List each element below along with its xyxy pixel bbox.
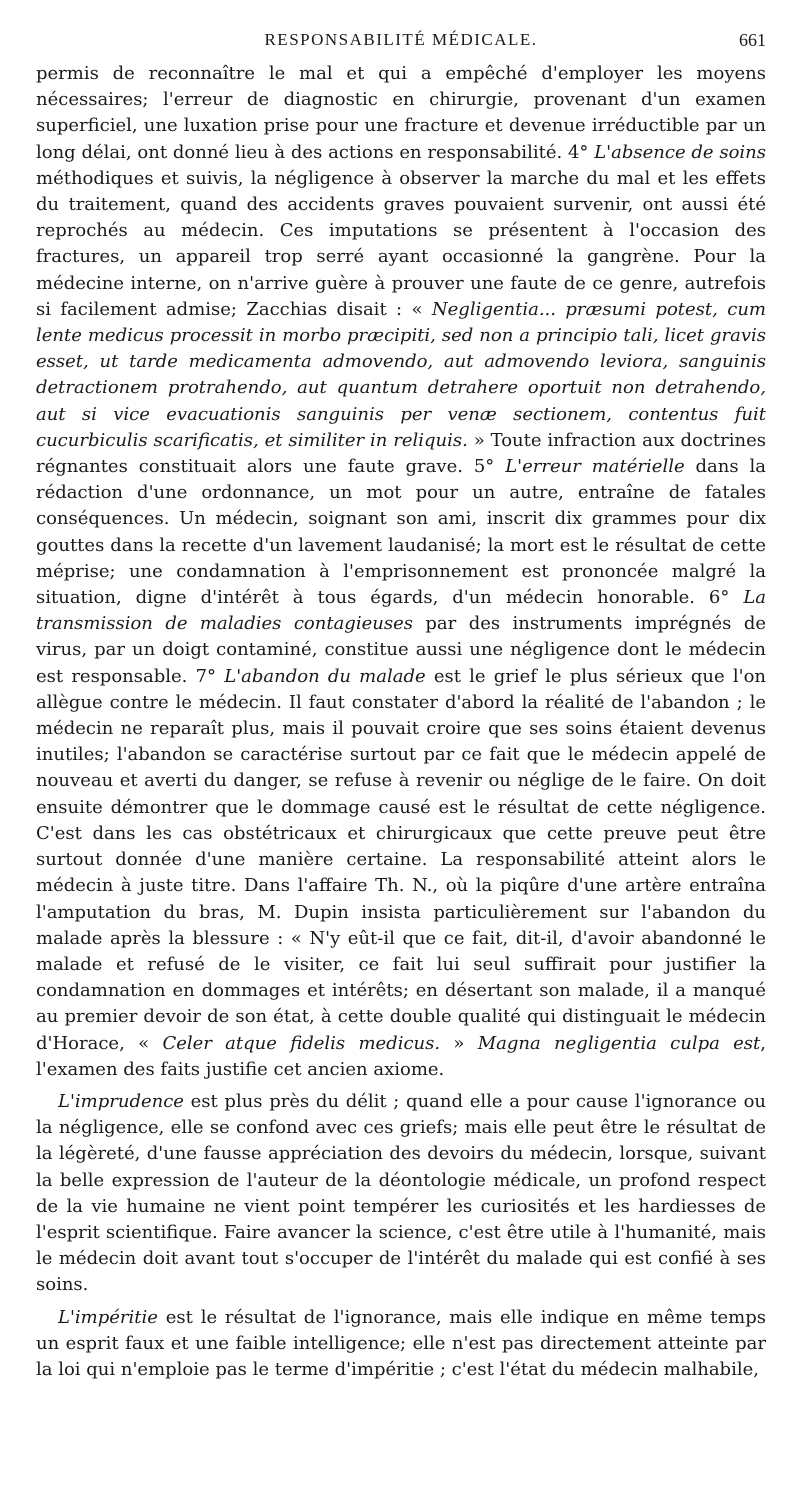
italic-segment: L'impéritie (58, 1306, 158, 1328)
italic-segment: Negligentia... præsumi potest, cum lente medicus processit in morbo præcipiti, sed non a principio tali, licet gravis esset, ut tarde medicamenta admovendo, aut admovendo leviora, sanguinis detractionem protrahendo, aut quantum detrahere oportuit non detrahendo, aut si vice evacuationis sanguinis per venæ sectionem, contentus fuit cucurbiculis scarificatis, et similiter in reliquis. (36, 298, 766, 451)
text-segment: , l'examen des faits justifie cet ancien axiome. (36, 1032, 766, 1080)
paragraph (36, 1089, 766, 1299)
italic-segment: Celer atque fidelis medicus. (162, 1032, 441, 1054)
text-segment: est le résultat de l'ignorance, mais elle indique en même temps un esprit faux et une faible intelligence; elle n'est pas directement atteinte par la loi qui n'emploie pas le terme d'impéritie ; c'est l'état du médecin malhabile, (36, 1306, 766, 1380)
page-header (36, 30, 766, 54)
italic-segment: Magna negligentia culpa est (477, 1032, 761, 1054)
paragraph (36, 1305, 766, 1384)
paragraph (36, 61, 766, 1083)
text-segment: » Toute infraction aux doctrines régnantes constituait alors une faute grave. 5° (36, 429, 766, 478)
text-segment: » (440, 1032, 478, 1054)
italic-segment: La transmission de maladies contagieuses (36, 587, 766, 635)
body-text (36, 61, 766, 1383)
italic-segment: L'erreur matérielle (505, 456, 685, 478)
running-title: RESPONSABILITÉ MÉDICALE. (264, 30, 538, 49)
text-segment: méthodiques et suivis, la négligence à observer la marche du mal et les effets du traitement, quand des accidents graves pouvaient survenir, ont aussi été reprochés au médecin. Ces imputations se présentent à l'occasion des fractures, un appareil trop serré ayant occasionné la gangrène. Pour la médecine interne, on n'arrive guère à prouver une faute de ce genre, autrefois si facilement admise; Zacchias disait : « (36, 167, 766, 320)
text-segment: permis de reconnaître le mal et qui a empêché d'employer les moyens nécessaires; l'erreur de diagnostic en chirurgie, provenant d'un examen superficiel, une luxation prise pour une fracture et devenue irréductible par un long délai, ont donné lieu à des actions en responsabilité. 4° (36, 63, 766, 163)
italic-segment: L'abandon du malade (224, 665, 426, 687)
italic-segment: L'absence de soins (594, 141, 766, 163)
text-segment: est plus près du délit ; quand elle a pour cause l'ignorance ou la négligence, elle se confond avec ces griefs; mais elle peut être le résultat de la légèreté, d'une fausse appréciation des devoirs du médecin, lorsque, suivant la belle expression de l'auteur de la déontologie médicale, un profond respect de la vie humaine ne vient point tempérer les curiosités et les hardiesses de l'esprit scientifique. Faire avancer la science, c'est être utile à l'humanité, mais le médecin doit avant tout s'occuper de l'intérêt du malade qui est confié à ses soins. (36, 1090, 766, 1296)
italic-segment: L'imprudence (58, 1090, 184, 1112)
text-segment: dans la rédaction d'une ordonnance, un mot pour un autre, entraîne de fatales conséquences. Un médecin, soignant son ami, inscrit dix grammes pour dix gouttes dans la recette d'un lavement laudanisé; la mort est le résultat de cette méprise; une condamnation à l'emprisonnement est prononcée malgré la situation, digne d'intérêt à tous égards, d'un médecin honorable. 6° (36, 456, 767, 609)
text-segment: est le grief le plus sérieux que l'on allègue contre le médecin. Il faut constater d'abord la réalité de l'abandon ; le médecin ne reparaît plus, mais il pouvait croire que ses soins étaient devenus inutiles; l'abandon se caractérise surtout par ce fait que le médecin appelé de nouveau et averti du danger, se refuse à revenir ou néglige de le faire. On doit ensuite démontrer que le dommage causé est le résultat de cette négligence. C'est dans les cas obstétricaux et chirurgicaux que cette preuve peut être surtout donnée d'une manière certaine. La responsabilité atteint alors le médecin à juste titre. Dans l'affaire Th. N., où la piqûre d'une artère entraîna l'amputation du bras, M. Dupin insista particulièrement sur l'abandon du malade après la blessure : « N'y eût-il que ce fait, dit-il, d'avoir abandonné le malade et refusé de le visiter, ce fait lui seul suffirait pour justifier la condamnation en dommages et intérêts; en désertant son malade, il a manqué au premier devoir de son état, à cette double qualité qui distinguait le médecin d'Horace, « (36, 665, 767, 1054)
page-number: 661 (739, 30, 766, 50)
text-segment: par des instruments imprégnés de virus, par un doigt contaminé, constitue aussi une négligence dont le médecin est responsable. 7° (36, 613, 767, 687)
